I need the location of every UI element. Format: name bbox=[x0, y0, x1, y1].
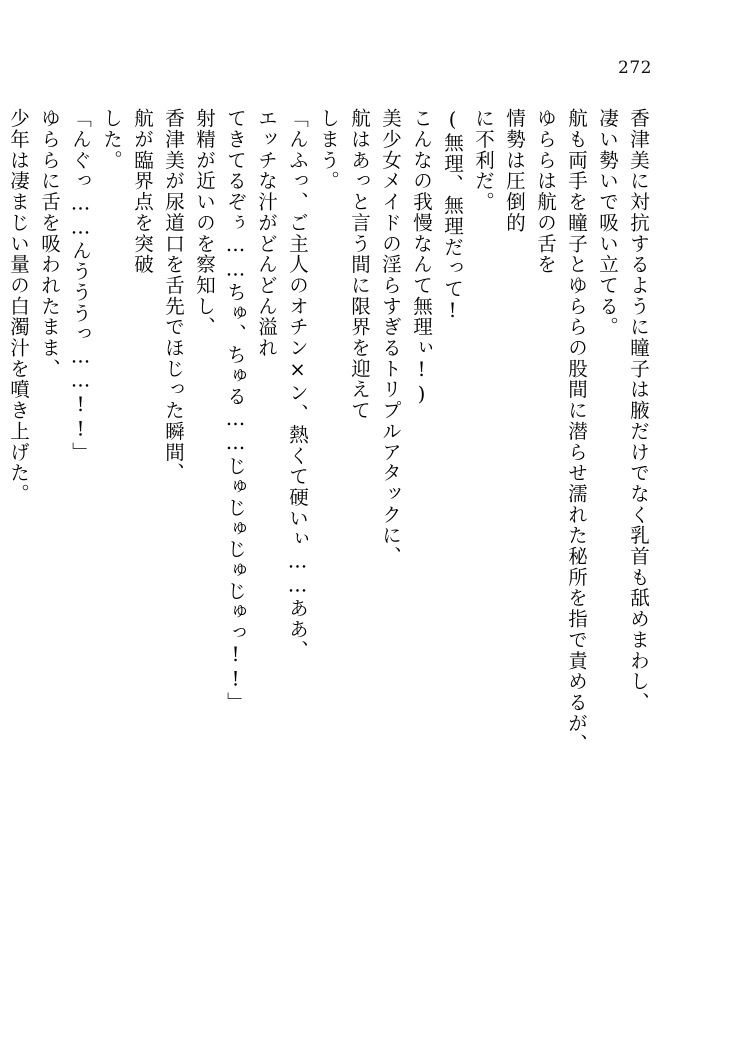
text-line: 航も両手を瞳子とゆららの股間に潜らせ濡れた秘所を指で責めるが、 bbox=[565, 108, 588, 755]
text-line: (無理、無理だって! bbox=[441, 108, 464, 324]
text-line: 美少女メイドの淫らすぎるトリプルアタックに、 bbox=[379, 108, 402, 567]
text-line: 情勢は圧倒的 bbox=[503, 108, 526, 234]
vertical-text-body bbox=[7, 108, 650, 943]
text-line: 航が臨界点を突破 bbox=[131, 108, 154, 275]
text-line: 香津美が尿道口を舌先でほじった瞬間、 bbox=[162, 108, 185, 484]
text-line: こんなの我慢なんて無理ぃ!) bbox=[410, 108, 433, 407]
text-line: 射精が近いのを察知し、 bbox=[193, 108, 216, 338]
text-line: ゆららは航の舌を bbox=[534, 108, 557, 275]
text-line: ゆららに舌を吸われたまま、 bbox=[38, 108, 61, 380]
text-line: エッチな汁がどんどん溢れ bbox=[255, 108, 278, 359]
text-line: 香津美に対抗するように瞳子は腋だけでなく乳首も舐めまわし、 bbox=[627, 108, 650, 713]
page-number: 272 bbox=[618, 58, 652, 78]
text-line: 少年は凄まじい量の白濁汁を噴き上げた。 bbox=[7, 108, 30, 505]
text-line: 凄い勢いで吸い立てる。 bbox=[596, 108, 619, 338]
text-line: てきてるぞぅ……ちゅ、ちゅる……じゅじゅじゅじゅっ!!」 bbox=[224, 108, 247, 713]
text-line: 航はあっと言う間に限界を迎えて bbox=[348, 108, 371, 421]
text-line: に不利だ。 bbox=[472, 108, 495, 213]
text-line: した。 bbox=[100, 108, 123, 171]
text-line: しまう。 bbox=[317, 108, 340, 192]
text-line: 「んぐっ……んうううっ……!!」 bbox=[69, 108, 92, 463]
text-line: 「んふっ、ご主人のオチン×ン、熱くて硬いぃ……ああ、 bbox=[286, 108, 309, 661]
